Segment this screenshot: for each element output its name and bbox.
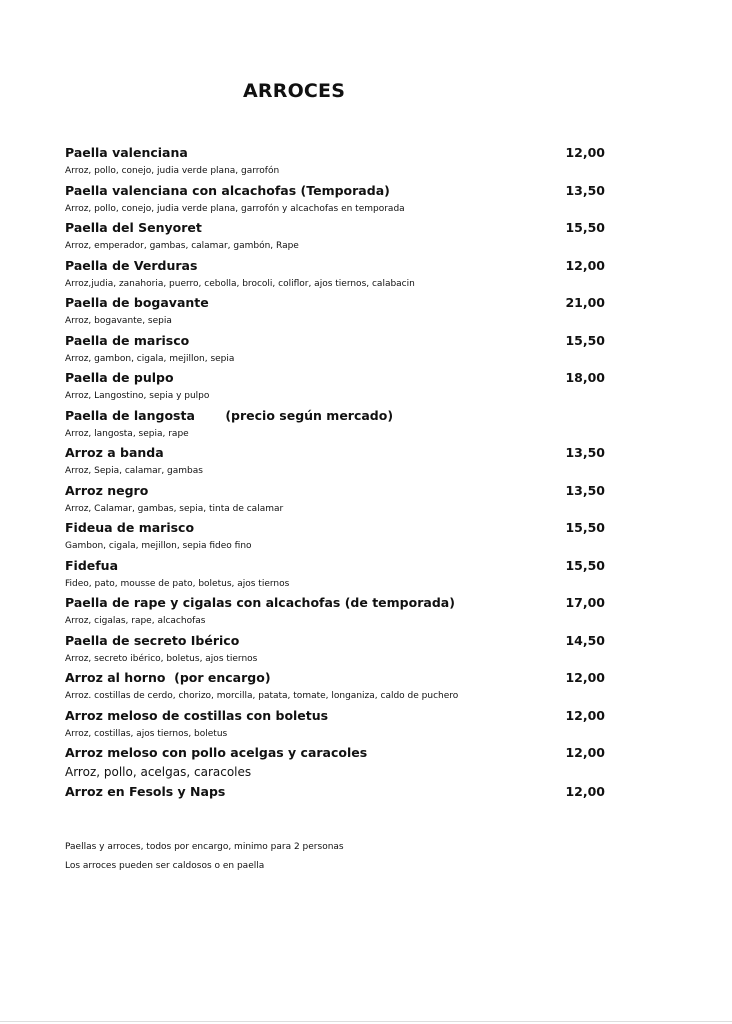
item-name: Paella del Senyoret (65, 220, 202, 235)
item-name: Arroz a banda (65, 445, 164, 460)
item-description: Arroz, gambon, cigala, mejillon, sepia (65, 353, 235, 364)
item-name: Paella de bogavante (65, 295, 209, 310)
item-name: Arroz meloso de costillas con boletus (65, 707, 329, 723)
item-name: Arroz al horno (por encargo) (65, 670, 271, 685)
menu-list (65, 142, 605, 802)
menu-item (65, 630, 605, 668)
menu-item (65, 517, 605, 555)
menu-item (65, 255, 605, 293)
item-description: Arroz, bogavante, sepia (65, 316, 172, 326)
item-name: Paella valenciana con alcachofas (Temporada) (65, 182, 390, 198)
item-description: Fideo, pato, mousse de pato, boletus, ajos tiernos (65, 578, 290, 589)
item-price: 18,00 (565, 370, 605, 385)
item-price: 13,50 (565, 445, 605, 460)
menu-item (65, 480, 605, 518)
page-bottom-rule (0, 1021, 732, 1022)
item-description: Arroz, cigalas, rape, alcachofas (65, 616, 206, 626)
menu-item (65, 705, 605, 743)
footer-note-style: Los arroces pueden ser caldosos o en paella (65, 861, 265, 871)
item-price: 12,00 (565, 670, 605, 685)
item-name: Paella de pulpo (65, 370, 174, 385)
item-price: 12,00 (565, 145, 605, 160)
menu-item (65, 217, 605, 255)
item-price: 13,50 (565, 182, 605, 198)
item-name: Arroz meloso con pollo acelgas y caracoles (65, 745, 368, 760)
item-description: Arroz, langosta, sepia, rape (65, 428, 189, 439)
item-price: 15,50 (565, 557, 605, 573)
item-description: Arroz, emperador, gambas, calamar, gambón, Rape (65, 241, 299, 251)
menu-item (65, 292, 605, 330)
item-description: Arroz. costillas de cerdo, chorizo, morcilla, patata, tomate, longaniza, caldo de puchero (65, 691, 459, 701)
item-description: Gambon, cigala, mejillon, sepia fideo fino (65, 541, 252, 551)
menu-item (65, 367, 605, 405)
menu-item (65, 142, 605, 180)
item-description: Arroz, pollo, acelgas, caracoles (65, 765, 252, 779)
menu-item (65, 742, 605, 781)
menu-item (65, 592, 605, 630)
item-name: Paella de secreto Ibérico (65, 632, 240, 648)
item-description: Arroz, pollo, conejo, judia verde plana, garrofón y alcachofas en temporada (65, 203, 405, 214)
item-price: 15,50 (565, 520, 605, 535)
item-description: Arroz, Langostino, sepia y pulpo (65, 391, 210, 401)
menu-item (65, 405, 605, 443)
item-name: Fidefua (65, 557, 119, 573)
item-description: Arroz, costillas, ajos tiernos, boletus (65, 728, 228, 739)
page-title: ARROCES (243, 80, 346, 102)
menu-item (65, 442, 605, 480)
item-description: Arroz, Calamar, gambas, sepia, tinta de calamar (65, 503, 284, 514)
menu-item (65, 180, 605, 218)
item-price: 17,00 (565, 595, 605, 610)
item-name: Arroz negro (65, 482, 149, 498)
item-name: Paella de rape y cigalas con alcachofas (de temporada) (65, 595, 455, 610)
item-name: Paella de Verduras (65, 257, 198, 273)
item-price: 12,00 (565, 707, 605, 723)
item-name: Paella de marisco (65, 332, 190, 348)
item-price: 13,50 (565, 482, 605, 498)
item-price: 15,50 (565, 332, 605, 348)
item-price: 15,50 (565, 220, 605, 235)
footer-notes (65, 838, 344, 876)
item-description: Arroz, Sepia, calamar, gambas (65, 466, 203, 476)
menu-item (65, 555, 605, 593)
footer-note-order: Paellas y arroces, todos por encargo, minimo para 2 personas (65, 842, 344, 852)
item-price: 12,00 (565, 745, 605, 760)
item-price: 14,50 (565, 632, 605, 648)
item-price: 12,00 (565, 257, 605, 273)
menu-item (65, 330, 605, 368)
item-description: Arroz, pollo, conejo, judia verde plana, garrofón (65, 166, 280, 176)
item-name: Paella de langosta (precio según mercado) (65, 407, 394, 423)
item-price: 12,00 (565, 784, 605, 799)
item-description: Arroz,judia, zanahoria, puerro, cebolla, brocoli, coliflor, ajos tiernos, calabacin (65, 278, 415, 289)
item-description: Arroz, secreto ibérico, boletus, ajos tiernos (65, 653, 258, 664)
menu-item (65, 781, 605, 802)
menu-item (65, 667, 605, 705)
item-name: Arroz en Fesols y Naps (65, 784, 226, 799)
item-name: Paella valenciana (65, 145, 188, 160)
item-name: Fideua de marisco (65, 520, 195, 535)
item-price: 21,00 (565, 295, 605, 310)
